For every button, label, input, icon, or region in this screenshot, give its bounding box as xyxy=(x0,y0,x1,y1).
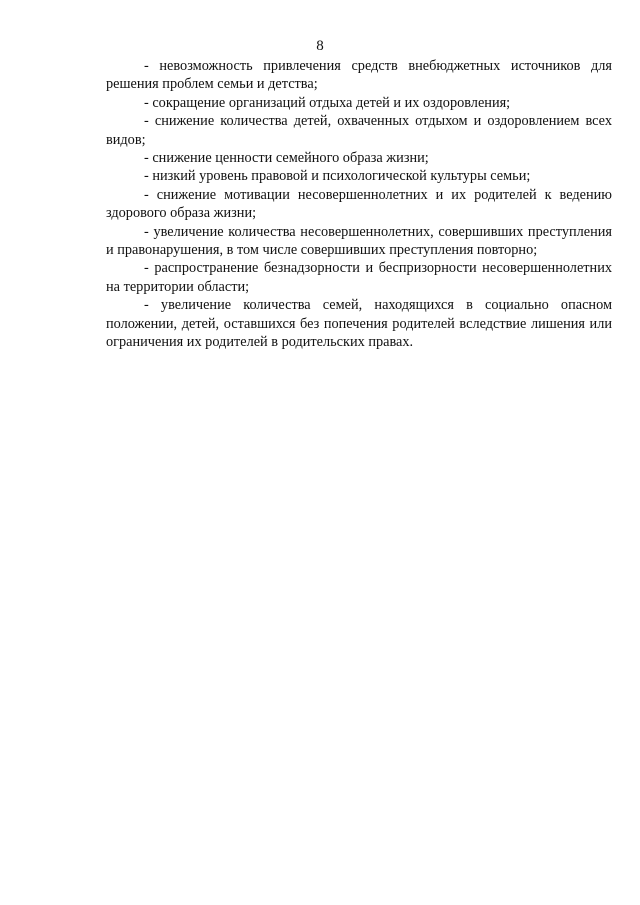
list-item: - увеличение количества несовершеннолетних, совершивших преступления и правонарушения, в том числе совершивших преступления повторно; xyxy=(106,223,612,259)
page-number: 8 xyxy=(316,38,324,54)
list-item: - увеличение количества семей, находящихся в социально опасном положении, детей, оставшихся без попечения родителей вследствие лишения или ограничения их родителей в родительских правах. xyxy=(106,297,612,351)
list-item: - невозможность привлечения средств внебюджетных источников для решения проблем семьи и детства; xyxy=(106,58,612,93)
list-item: - распространение безнадзорности и беспризорности несовершеннолетних на территории области; xyxy=(106,260,612,295)
list-item: - снижение ценности семейного образа жизни; xyxy=(144,150,429,167)
list-item: - низкий уровень правовой и психологической культуры семьи; xyxy=(144,168,531,185)
list-item: - снижение количества детей, охваченных отдыхом и оздоровлением всех видов; xyxy=(106,113,612,148)
list-item: - снижение мотивации несовершеннолетних и их родителей к ведению здорового образа жизни; xyxy=(106,186,612,222)
list-item: - сокращение организаций отдыха детей и их оздоровления; xyxy=(144,94,511,111)
document-body xyxy=(106,57,612,352)
